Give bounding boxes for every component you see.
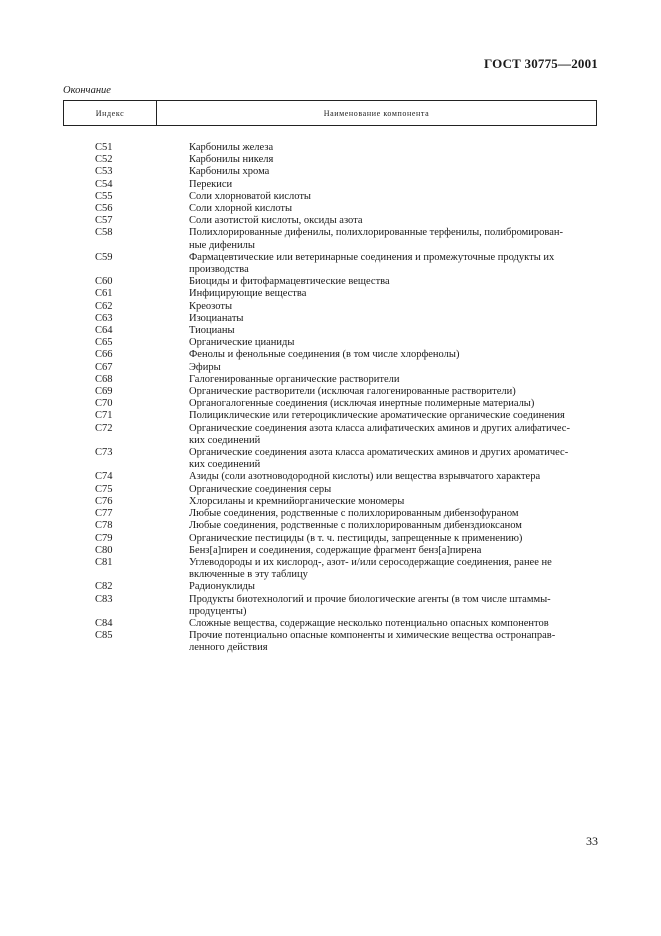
row-component-name-line: ких соединений — [189, 434, 261, 446]
row-component-name-line: производства — [189, 264, 249, 276]
row-index-code: C60 — [95, 276, 113, 288]
row-index-code: C83 — [95, 593, 113, 605]
row-index-code: C76 — [95, 495, 113, 507]
row-component-name — [189, 398, 599, 410]
row-component-name — [189, 594, 599, 618]
table-row — [0, 276, 661, 288]
row-component-name — [189, 142, 599, 154]
row-index-code: C56 — [95, 203, 113, 215]
row-component-name-line: Органические соединения азота класса алифатических аминов и других алифатичес- — [189, 422, 570, 434]
row-component-name — [189, 215, 599, 227]
row-component-name-line: Карбонилы никеля — [189, 154, 274, 166]
row-component-name-line: Бенз[а]пирен и соединения, содержащие фрагмент бенз[а]пирена — [189, 544, 482, 556]
table-header — [63, 100, 597, 126]
table-row — [0, 374, 661, 386]
row-component-name — [189, 374, 599, 386]
row-component-name — [189, 471, 599, 483]
row-index-code: C54 — [95, 178, 113, 190]
table-row — [0, 142, 661, 154]
table-row — [0, 215, 661, 227]
row-component-name-line: Карбонилы железа — [189, 142, 274, 153]
row-index-code: C72 — [95, 422, 113, 434]
table-row — [0, 203, 661, 215]
row-index-code: C53 — [95, 166, 113, 178]
row-index-code: C80 — [95, 544, 113, 556]
row-component-name-line: ких соединений — [189, 459, 261, 471]
row-component-name-line: Карбонилы хрома — [189, 166, 270, 178]
row-component-name-line: Органические соединения серы — [189, 483, 332, 495]
row-component-name — [189, 581, 599, 593]
row-component-name-line: Органические цианиды — [189, 337, 295, 349]
row-component-name-line: Азиды (соли азотноводородной кислоты) или вещества взрывчатого характера — [189, 471, 541, 483]
row-index-code: C55 — [95, 190, 113, 202]
row-component-name — [189, 618, 599, 630]
row-component-name-line: Органические пестициды (в т. ч. пестициды, запрещенные к применению) — [189, 532, 523, 544]
row-component-name-line: Тиоцианы — [189, 325, 235, 337]
row-component-name-line: Продукты биотехнологий и прочие биологические агенты (в том числе штаммы- — [189, 593, 551, 605]
row-index-code: C66 — [95, 349, 113, 361]
row-component-name — [189, 154, 599, 166]
row-component-name-line: Изоцианаты — [189, 312, 244, 324]
row-index-code: C69 — [95, 386, 113, 398]
row-component-name-line: Полихлорированные дифенилы, полихлорированные терфенилы, полибромирован- — [189, 227, 564, 239]
row-component-name-line: Сложные вещества, содержащие несколько потенциально опасных компонентов — [189, 617, 549, 629]
row-index-code: C78 — [95, 520, 113, 532]
row-component-name — [189, 349, 599, 361]
table-row — [0, 179, 661, 191]
table-row — [0, 484, 661, 496]
row-component-name-line: ные дифенилы — [189, 239, 255, 251]
row-component-name-line: Органогалогенные соединения (исключая инертные полимерные материалы) — [189, 398, 535, 410]
table-row — [0, 337, 661, 349]
row-component-name — [189, 362, 599, 374]
table-row — [0, 508, 661, 520]
row-component-name-line: Радионуклиды — [189, 581, 255, 593]
row-index-code: C59 — [95, 251, 113, 263]
table-row — [0, 581, 661, 593]
table-row — [0, 618, 661, 630]
column-header-index: Индекс — [64, 101, 157, 125]
row-index-code: C74 — [95, 471, 113, 483]
table-row — [0, 423, 661, 447]
table-row — [0, 362, 661, 374]
row-component-name — [189, 447, 599, 471]
row-component-name-line: Соли азотистой кислоты, оксиды азота — [189, 215, 363, 227]
table-row — [0, 288, 661, 300]
row-index-code: C84 — [95, 617, 113, 629]
row-index-code: C65 — [95, 337, 113, 349]
table-row — [0, 301, 661, 313]
row-component-name-line: Перекиси — [189, 178, 233, 190]
table-row — [0, 520, 661, 532]
row-component-name — [189, 337, 599, 349]
row-component-name — [189, 313, 599, 325]
row-component-name-line: Инфицирующие вещества — [189, 288, 307, 300]
row-index-code: C68 — [95, 373, 113, 385]
row-component-name — [189, 288, 599, 300]
row-component-name — [189, 533, 599, 545]
row-index-code: C75 — [95, 483, 113, 495]
row-index-code: C63 — [95, 312, 113, 324]
row-component-name-line: Органические соединения азота класса ароматических аминов и других ароматичес- — [189, 447, 569, 459]
row-index-code: C61 — [95, 288, 113, 300]
column-header-name: Наименование компонента — [323, 108, 430, 118]
table-row — [0, 398, 661, 410]
row-component-name — [189, 191, 599, 203]
row-component-name — [189, 276, 599, 288]
row-index-code: C79 — [95, 532, 113, 544]
table-row — [0, 349, 661, 361]
row-component-name — [189, 496, 599, 508]
row-index-code: C73 — [95, 447, 113, 459]
row-index-code: C57 — [95, 215, 113, 227]
row-component-name-line: Хлорсиланы и кремнийорганические мономеры — [189, 495, 405, 507]
row-component-name-line: Креозоты — [189, 300, 233, 312]
row-component-name — [189, 557, 599, 581]
row-index-code: C77 — [95, 508, 113, 520]
row-component-name — [189, 423, 599, 447]
row-component-name-line: Углеводороды и их кислород-, азот- и/или серосодержащие соединения, ранее не — [189, 556, 552, 568]
table-row — [0, 471, 661, 483]
row-component-name-line: Органические растворители (исключая галогенированные растворители) — [189, 386, 516, 398]
row-index-code: C81 — [95, 556, 113, 568]
row-component-name-line: Эфиры — [189, 361, 221, 373]
table-row — [0, 496, 661, 508]
table-row — [0, 630, 661, 654]
row-component-name — [189, 508, 599, 520]
table-row — [0, 227, 661, 251]
table-row — [0, 252, 661, 276]
table-row — [0, 533, 661, 545]
row-component-name — [189, 166, 599, 178]
row-component-name — [189, 484, 599, 496]
row-component-name-line: продуценты) — [189, 605, 247, 617]
row-component-name — [189, 179, 599, 191]
row-component-name-line: Любые соединения, родственные с полихлорированным дибенздиоксаном — [189, 520, 522, 532]
table-row — [0, 386, 661, 398]
row-component-name-line: включенные в эту таблицу — [189, 569, 308, 581]
table-row — [0, 325, 661, 337]
row-component-name-line: Биоциды и фитофармацевтические вещества — [189, 276, 390, 288]
row-index-code: C82 — [95, 581, 113, 593]
row-index-code: C51 — [95, 142, 113, 153]
table-row — [0, 545, 661, 557]
document-standard-number: ГОСТ 30775—2001 — [483, 56, 598, 71]
table-row — [0, 313, 661, 325]
continuation-label: Окончание — [63, 85, 111, 96]
row-component-name — [189, 410, 599, 422]
row-index-code: C58 — [95, 227, 113, 239]
row-index-code: C67 — [95, 361, 113, 373]
table-row — [0, 191, 661, 203]
table-row — [0, 447, 661, 471]
row-component-name-line: Фармацевтические или ветеринарные соединения и промежуточные продукты их — [189, 251, 555, 263]
row-component-name — [189, 227, 599, 251]
row-component-name — [189, 630, 599, 654]
row-component-name — [189, 386, 599, 398]
row-component-name-line: Фенолы и фенольные соединения (в том числе хлорфенолы) — [189, 349, 460, 361]
table-row — [0, 154, 661, 166]
row-component-name-line: Соли хлорноватой кислоты — [189, 190, 311, 202]
row-component-name — [189, 252, 599, 276]
row-component-name-line: Соли хлорной кислоты — [189, 203, 293, 215]
row-component-name — [189, 545, 599, 557]
page-number: 33 — [586, 834, 598, 848]
table-row — [0, 557, 661, 581]
table-row — [0, 410, 661, 422]
row-component-name-line: Любые соединения, родственные с полихлорированным дибензофураном — [189, 508, 519, 520]
row-component-name-line: Полициклические или гетероциклические ароматические органические соединения — [189, 410, 565, 422]
row-index-code: C52 — [95, 154, 113, 166]
row-index-code: C64 — [95, 325, 113, 337]
row-index-code: C62 — [95, 300, 113, 312]
table-body — [0, 142, 661, 655]
row-component-name-line: Прочие потенциально опасные компоненты и химические вещества остронаправ- — [189, 630, 556, 642]
row-component-name-line: Галогенированные органические растворители — [189, 373, 400, 385]
row-index-code: C70 — [95, 398, 113, 410]
row-component-name-line: ленного действия — [189, 642, 268, 654]
table-row — [0, 594, 661, 618]
row-component-name — [189, 325, 599, 337]
row-index-code: C85 — [95, 630, 113, 642]
row-index-code: C71 — [95, 410, 113, 422]
row-component-name — [189, 301, 599, 313]
row-component-name — [189, 520, 599, 532]
table-row — [0, 166, 661, 178]
row-component-name — [189, 203, 599, 215]
